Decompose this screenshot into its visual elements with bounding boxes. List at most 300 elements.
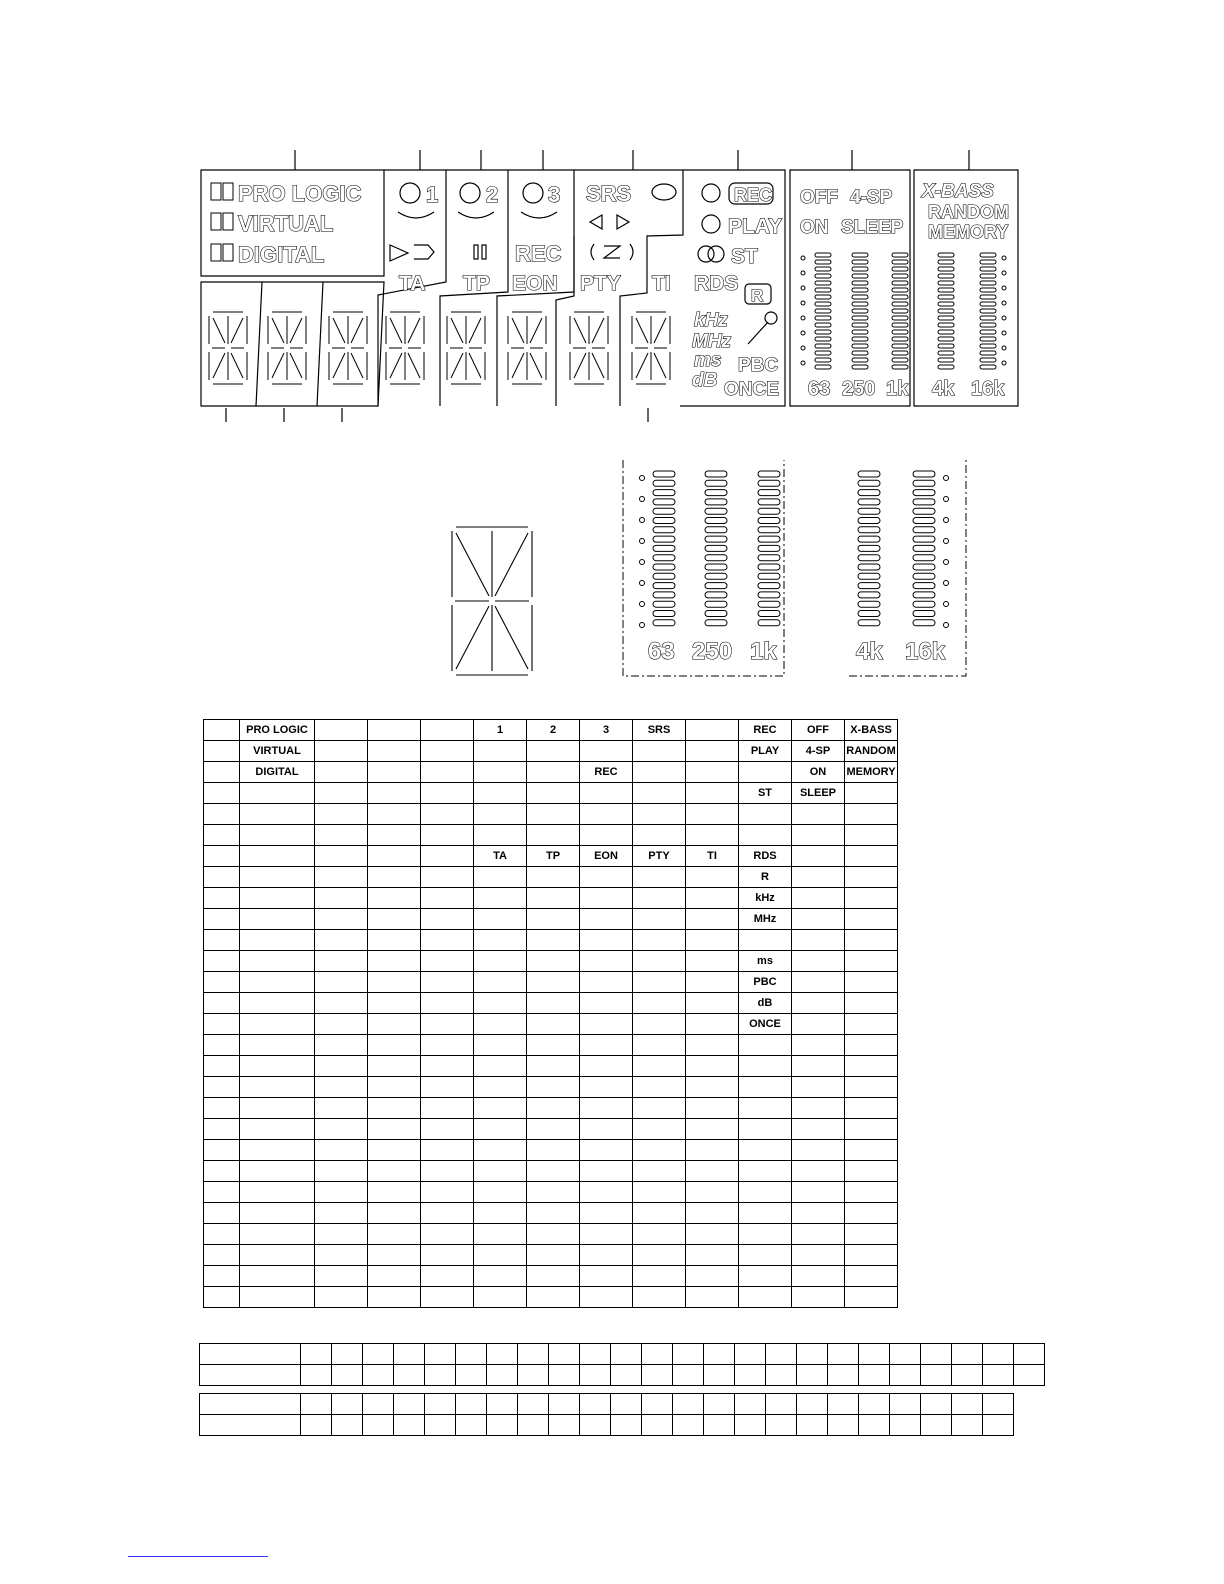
table-cell (739, 1056, 792, 1077)
table-cell (845, 1098, 898, 1119)
table-cell (368, 972, 421, 993)
table-cell (315, 825, 368, 846)
eq-bar (858, 601, 880, 607)
table-cell (739, 825, 792, 846)
table-row (204, 825, 898, 846)
table-cell (474, 1245, 527, 1266)
table-cell: ONCE (739, 1014, 792, 1035)
table-cell (633, 1056, 686, 1077)
table-cell (792, 972, 845, 993)
eq-bar (858, 545, 880, 551)
table-row (204, 1287, 898, 1308)
table-row (204, 951, 898, 972)
table-cell (845, 1140, 898, 1161)
table-cell (204, 1203, 240, 1224)
pin-cell (704, 1344, 735, 1365)
table-cell (368, 1077, 421, 1098)
eq-dot (640, 497, 645, 502)
table-cell (474, 993, 527, 1014)
table-cell (633, 1287, 686, 1308)
eq-bar (705, 592, 727, 598)
table-row (204, 1245, 898, 1266)
table-cell (368, 951, 421, 972)
table-cell (315, 1056, 368, 1077)
table-cell (580, 888, 633, 909)
table-cell (368, 867, 421, 888)
table-cell (240, 1182, 315, 1203)
table-row (204, 846, 898, 867)
table-cell (368, 783, 421, 804)
table-cell (240, 951, 315, 972)
table-cell: MEMORY (845, 762, 898, 783)
table-cell (633, 741, 686, 762)
table-cell (421, 1035, 474, 1056)
eq-bar (653, 573, 675, 579)
eq-bar (653, 583, 675, 589)
table-cell (845, 1287, 898, 1308)
table-cell (792, 1287, 845, 1308)
table-cell (474, 888, 527, 909)
table-cell (845, 1077, 898, 1098)
table-cell (474, 1161, 527, 1182)
pin-cell (828, 1344, 859, 1365)
table-cell: ON (792, 762, 845, 783)
table-cell (686, 1182, 739, 1203)
table-cell (315, 1140, 368, 1161)
table-cell (633, 1140, 686, 1161)
virtual-label: VIRTUAL (238, 211, 334, 236)
eq-bar (705, 611, 727, 617)
pin-cell (797, 1344, 828, 1365)
table-cell: ms (739, 951, 792, 972)
eq-bar (913, 555, 935, 561)
table-cell (240, 1119, 315, 1140)
table-cell (527, 972, 580, 993)
pin-cell (394, 1415, 425, 1436)
pin-cell (580, 1365, 611, 1386)
table-cell (240, 1014, 315, 1035)
table-cell (368, 1287, 421, 1308)
table-cell (845, 783, 898, 804)
eq-bar (913, 620, 935, 626)
table-cell (633, 1161, 686, 1182)
table-cell (368, 1182, 421, 1203)
table-cell (633, 951, 686, 972)
table-cell (474, 1224, 527, 1245)
table-cell (315, 930, 368, 951)
table-cell: RANDOM (845, 741, 898, 762)
table-cell (474, 867, 527, 888)
eq-bar (913, 499, 935, 505)
play-label: PLAY (728, 215, 783, 238)
table-row (204, 867, 898, 888)
table-cell (315, 1203, 368, 1224)
pin-cell (363, 1394, 394, 1415)
table-cell (580, 972, 633, 993)
eq-bar (653, 508, 675, 514)
pin-cell (983, 1394, 1014, 1415)
pin-cell (642, 1415, 673, 1436)
table-cell (204, 888, 240, 909)
table-cell (845, 1203, 898, 1224)
table-cell (240, 930, 315, 951)
eq-bar (758, 490, 780, 496)
table-cell (368, 1140, 421, 1161)
eq-bar (913, 564, 935, 570)
pin-cell (200, 1365, 301, 1386)
pin-cell (983, 1415, 1014, 1436)
eq-bar (758, 527, 780, 533)
table-cell (204, 1245, 240, 1266)
pin-cell (890, 1344, 921, 1365)
eq-bar (653, 555, 675, 561)
sleep-label: SLEEP (841, 217, 904, 238)
table-cell (315, 1119, 368, 1140)
table-cell (739, 1203, 792, 1224)
table-cell (845, 951, 898, 972)
table-cell (368, 1203, 421, 1224)
table-cell: R (739, 867, 792, 888)
table-cell (315, 1266, 368, 1287)
table-cell (580, 783, 633, 804)
tape3-label: 3 (548, 182, 561, 207)
footer-rule (128, 1556, 268, 1557)
pin-cell (425, 1415, 456, 1436)
table-cell (204, 993, 240, 1014)
table-cell (580, 825, 633, 846)
detail-band-1k: 1k (750, 638, 777, 665)
table-cell (686, 1161, 739, 1182)
eq-bar (705, 564, 727, 570)
table-cell (204, 1161, 240, 1182)
eq-dot (944, 560, 949, 565)
random-label: RANDOM (928, 202, 1009, 222)
pin-cell (549, 1344, 580, 1365)
table-cell (421, 1224, 474, 1245)
table-cell (474, 972, 527, 993)
table-cell (474, 1077, 527, 1098)
pin-cell (797, 1394, 828, 1415)
table-cell (686, 930, 739, 951)
table-cell (368, 1014, 421, 1035)
table-cell (315, 1224, 368, 1245)
pin-table-1 (199, 1343, 1045, 1386)
pin-cell (363, 1344, 394, 1365)
table-cell (527, 804, 580, 825)
table-cell (792, 1245, 845, 1266)
pin-cell (332, 1365, 363, 1386)
eon-label: EON (512, 272, 558, 295)
eq-dot (640, 518, 645, 523)
table-cell (792, 1119, 845, 1140)
table-cell (633, 1245, 686, 1266)
table-row (204, 1056, 898, 1077)
table-row (204, 972, 898, 993)
table-cell (421, 972, 474, 993)
table-cell (240, 1098, 315, 1119)
pin-cell (518, 1344, 549, 1365)
table-cell: X-BASS (845, 720, 898, 741)
table-cell (315, 1035, 368, 1056)
pin-cell (673, 1415, 704, 1436)
table-cell (240, 1140, 315, 1161)
eq-bar (653, 611, 675, 617)
table-cell (580, 1035, 633, 1056)
eq-bar (758, 611, 780, 617)
pin-cell (735, 1344, 766, 1365)
pin-cell (611, 1415, 642, 1436)
eq-bar (705, 471, 727, 477)
pin-cell (921, 1394, 952, 1415)
eq-bar (858, 480, 880, 486)
table-row (204, 1014, 898, 1035)
segment (495, 533, 528, 596)
table-cell (633, 1119, 686, 1140)
pin-cell (1014, 1344, 1045, 1365)
eq-bar (913, 545, 935, 551)
table-cell (792, 909, 845, 930)
table-cell (580, 1245, 633, 1266)
table-cell (421, 825, 474, 846)
tape1-label: 1 (426, 182, 439, 207)
eq-bar (653, 518, 675, 524)
table-cell (686, 741, 739, 762)
pin-cell (766, 1344, 797, 1365)
table-cell (421, 1245, 474, 1266)
detail-views (0, 0, 1224, 720)
table-cell (474, 1014, 527, 1035)
eq-bar (653, 536, 675, 542)
4sp-label: 4-SP (850, 187, 893, 208)
table-cell (240, 993, 315, 1014)
table-cell (474, 1035, 527, 1056)
eq-bar (705, 583, 727, 589)
table-cell (204, 825, 240, 846)
table-cell (315, 804, 368, 825)
table-cell (421, 762, 474, 783)
table-cell (240, 1266, 315, 1287)
table-cell (845, 1161, 898, 1182)
table-cell (368, 909, 421, 930)
pin-cell (859, 1365, 890, 1386)
table-cell (315, 1245, 368, 1266)
eq-dot (944, 476, 949, 481)
table-cell (633, 825, 686, 846)
table-cell (580, 804, 633, 825)
table-cell: REC (580, 762, 633, 783)
table-cell (204, 1119, 240, 1140)
table-cell (527, 741, 580, 762)
eq-bar (758, 592, 780, 598)
eq-bar (858, 518, 880, 524)
pin-cell (890, 1415, 921, 1436)
eq-bar (858, 508, 880, 514)
pin-cell (363, 1415, 394, 1436)
table-cell (580, 1287, 633, 1308)
table-cell (527, 930, 580, 951)
table-cell (580, 1266, 633, 1287)
table-cell (204, 1098, 240, 1119)
table-cell (368, 1266, 421, 1287)
eq-bar (758, 518, 780, 524)
table-cell (527, 1203, 580, 1224)
table-cell (580, 1203, 633, 1224)
table-cell (580, 1014, 633, 1035)
table-cell (421, 1182, 474, 1203)
table-cell (474, 1287, 527, 1308)
eq-bar (705, 545, 727, 551)
khz-label: kHz (694, 310, 728, 331)
table-cell (633, 783, 686, 804)
table-cell (792, 1056, 845, 1077)
table-cell (240, 1056, 315, 1077)
table-cell (240, 1035, 315, 1056)
eq-bar (758, 471, 780, 477)
pin-cell (766, 1365, 797, 1386)
table-cell (204, 1224, 240, 1245)
eq-bar (858, 490, 880, 496)
table-cell (474, 1182, 527, 1203)
pin-cell (301, 1394, 332, 1415)
table-cell (633, 1266, 686, 1287)
table-row (204, 783, 898, 804)
table-cell (633, 909, 686, 930)
table-cell (527, 1035, 580, 1056)
pin-cell (580, 1415, 611, 1436)
table-cell (315, 867, 368, 888)
eq-bar (913, 573, 935, 579)
table-cell: SRS (633, 720, 686, 741)
eq-bar (913, 611, 935, 617)
table-cell (204, 1077, 240, 1098)
table-cell (240, 825, 315, 846)
table-cell (686, 909, 739, 930)
eq-bar (653, 620, 675, 626)
table-cell (527, 909, 580, 930)
table-cell (845, 825, 898, 846)
table-cell (315, 741, 368, 762)
pin-cell (890, 1365, 921, 1386)
pin-cell (642, 1365, 673, 1386)
table-cell (792, 867, 845, 888)
table-row (204, 1266, 898, 1287)
table-cell (792, 1098, 845, 1119)
segment (495, 606, 528, 669)
eq-bar (653, 592, 675, 598)
eq-bar (913, 490, 935, 496)
once-label: ONCE (724, 379, 779, 400)
table-cell (421, 951, 474, 972)
table-cell (792, 804, 845, 825)
table-cell (240, 783, 315, 804)
eq-dot (640, 602, 645, 607)
segment (456, 533, 489, 596)
table-cell (686, 1056, 739, 1077)
pin-cell (200, 1344, 301, 1365)
table-cell (792, 846, 845, 867)
eq-bar (858, 611, 880, 617)
table-cell (580, 867, 633, 888)
pin-cell (673, 1365, 704, 1386)
band-16k-label: 16k (971, 378, 1005, 400)
eq-bar (913, 527, 935, 533)
table-cell (686, 1098, 739, 1119)
eq-bar (758, 480, 780, 486)
ti-label: TI (652, 272, 671, 295)
pin-cell (921, 1365, 952, 1386)
eq-dot (944, 539, 949, 544)
table-cell (686, 993, 739, 1014)
rec-box-label: REC (734, 185, 773, 205)
eq-bar (653, 499, 675, 505)
eq-dot (944, 497, 949, 502)
segment-digit-detail (452, 527, 532, 675)
table-cell (421, 1077, 474, 1098)
table-cell (686, 720, 739, 741)
table-cell (633, 1014, 686, 1035)
table-row (204, 804, 898, 825)
table-cell (474, 804, 527, 825)
eq-bar (758, 536, 780, 542)
eq-bar (705, 527, 727, 533)
table-cell (633, 1098, 686, 1119)
pin-cell (394, 1344, 425, 1365)
table-cell (580, 993, 633, 1014)
table-cell (845, 1014, 898, 1035)
table-cell (739, 1119, 792, 1140)
pin-cell (766, 1415, 797, 1436)
table-cell (792, 993, 845, 1014)
table-cell (686, 1224, 739, 1245)
ms-label: ms (694, 350, 722, 371)
table-cell (421, 867, 474, 888)
eq-bar (705, 536, 727, 542)
eq-bar (913, 536, 935, 542)
table-cell (204, 846, 240, 867)
table-cell (739, 1287, 792, 1308)
eq-dot (944, 581, 949, 586)
table-cell (315, 1182, 368, 1203)
table-cell (686, 1266, 739, 1287)
eq-bar (913, 471, 935, 477)
table-cell (792, 1140, 845, 1161)
eq-bar (858, 527, 880, 533)
table-cell (474, 909, 527, 930)
eq-bar (705, 601, 727, 607)
table-cell (686, 804, 739, 825)
table-cell (527, 762, 580, 783)
table-cell (792, 1077, 845, 1098)
table-cell (240, 1203, 315, 1224)
table-cell (792, 1035, 845, 1056)
table-cell (474, 1266, 527, 1287)
pin-cell (549, 1394, 580, 1415)
table-cell (792, 1203, 845, 1224)
table-cell (204, 1014, 240, 1035)
table-cell (421, 1140, 474, 1161)
table-cell (633, 804, 686, 825)
pin-cell (828, 1365, 859, 1386)
table-cell (204, 1266, 240, 1287)
pin-cell (952, 1394, 983, 1415)
eq-bar (913, 592, 935, 598)
band-63-label: 63 (808, 378, 831, 400)
table-cell: PRO LOGIC (240, 720, 315, 741)
pin-cell (704, 1365, 735, 1386)
eq-bar (653, 601, 675, 607)
eq-bar (758, 601, 780, 607)
table-cell (686, 1119, 739, 1140)
